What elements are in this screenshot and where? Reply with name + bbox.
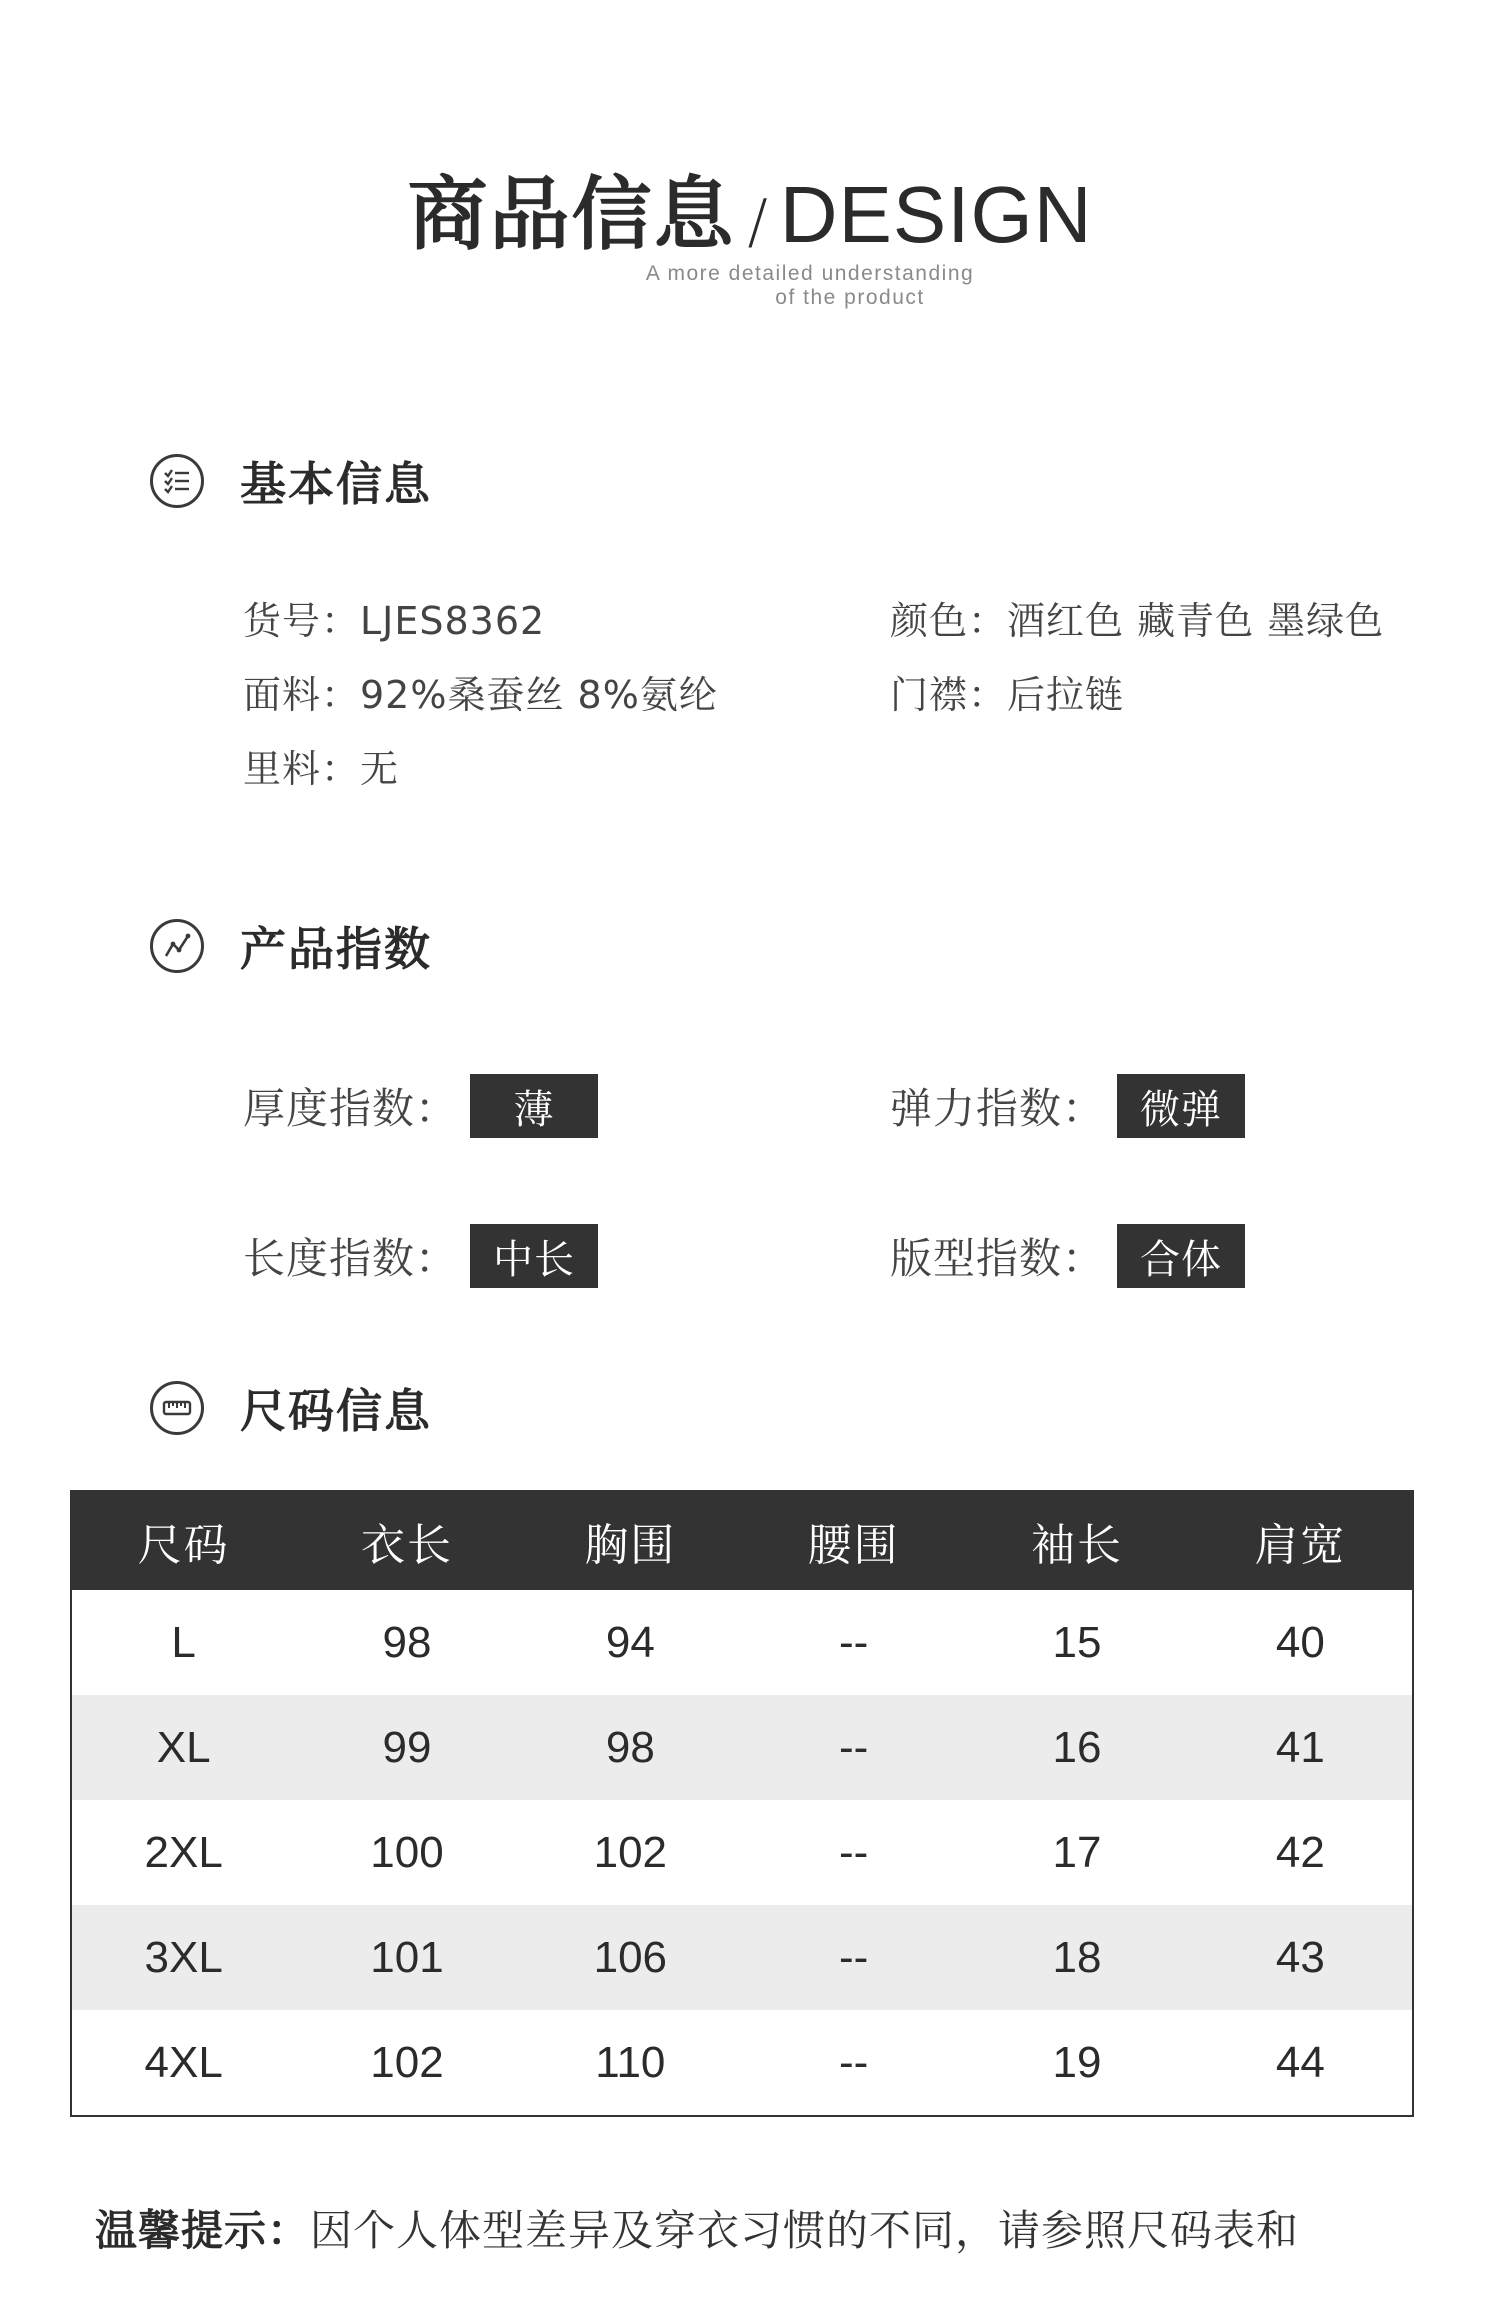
col-header-size: 尺码: [72, 1492, 295, 1590]
table-cell: --: [838, 1617, 869, 1667]
section-title: 基本信息: [240, 457, 432, 511]
section-basic-info: [150, 451, 432, 511]
color-options: 颜色：酒红色 藏青色 墨绿色: [890, 599, 1385, 643]
thickness-label: 厚度指数：: [243, 1084, 459, 1133]
table-cell: 40: [1275, 1617, 1325, 1667]
section-product-index: [150, 916, 432, 976]
col-header-sleeve: 袖长: [965, 1492, 1188, 1590]
fit-value-tag: 合体: [1117, 1224, 1245, 1288]
length-index: [243, 1224, 598, 1288]
table-cell: 3XL: [72, 1905, 295, 2010]
table-cell: 15: [1052, 1617, 1102, 1667]
thickness-index: [243, 1074, 598, 1138]
tip-label: 温馨提示：: [95, 2206, 311, 2255]
table-cell: 98: [382, 1617, 432, 1667]
elastic-index: [890, 1074, 1245, 1138]
table-cell: 4XL: [144, 2037, 223, 2087]
table-cell: --: [838, 1827, 869, 1877]
length-value-tag: 中长: [470, 1224, 598, 1288]
table-cell: 2XL: [144, 1827, 223, 1877]
page-header: [0, 150, 1500, 265]
header-separator: /: [747, 187, 768, 257]
table-cell: 41: [1189, 1695, 1412, 1800]
table-cell: --: [742, 1905, 965, 2010]
table-cell: XL: [72, 1695, 295, 1800]
col-header-length: 衣长: [295, 1492, 518, 1590]
table-cell: 19: [1052, 2037, 1102, 2087]
table-cell: 42: [1275, 1827, 1325, 1877]
table-cell: 43: [1189, 1905, 1412, 2010]
table-cell: 101: [295, 1905, 518, 2010]
section-size-info: [150, 1378, 432, 1438]
table-cell: 18: [965, 1905, 1188, 2010]
table-cell: L: [171, 1617, 196, 1667]
table-cell: 102: [593, 1827, 668, 1877]
table-row: [72, 2010, 1412, 2115]
table-cell: 99: [295, 1695, 518, 1800]
table-row: [72, 1695, 1412, 1800]
table-cell: --: [742, 1695, 965, 1800]
size-tip: [95, 2198, 1299, 2258]
table-cell: --: [838, 2037, 869, 2087]
table-cell: 16: [965, 1695, 1188, 1800]
table-cell: 102: [370, 2037, 444, 2087]
header-subtitle-line1: A more detailed understanding: [645, 262, 975, 285]
elastic-value-tag: 微弹: [1117, 1074, 1245, 1138]
size-table-header-row: [72, 1492, 1412, 1590]
table-cell: 94: [605, 1617, 655, 1667]
lining: 里料：无: [243, 747, 400, 791]
col-header-shoulder: 肩宽: [1189, 1492, 1412, 1590]
trend-chart-icon: [150, 919, 204, 973]
fabric-composition: 面料：92%桑蚕丝 8%氨纶: [243, 673, 718, 717]
item-number: 货号：LJES8362: [243, 599, 546, 643]
section-title: 尺码信息: [240, 1384, 432, 1438]
section-title: 产品指数: [240, 922, 432, 976]
table-cell: 44: [1275, 2037, 1325, 2087]
header-subtitle-line2: of the product: [775, 286, 925, 309]
tip-text: 因个人体型差异及穿衣习惯的不同，请参照尺码表和: [310, 2206, 1300, 2255]
table-cell: 110: [595, 2037, 666, 2087]
table-cell: 98: [519, 1695, 742, 1800]
table-cell: 106: [519, 1905, 742, 2010]
length-label: 长度指数：: [243, 1234, 459, 1283]
thickness-value-tag: 薄: [470, 1074, 598, 1138]
col-header-bust: 胸围: [519, 1492, 742, 1590]
table-row: [72, 1800, 1412, 1905]
header-title-cn: 商品信息: [407, 168, 736, 261]
fit-label: 版型指数：: [890, 1234, 1106, 1283]
table-row: [72, 1905, 1412, 2010]
table-row: [72, 1590, 1412, 1695]
elastic-label: 弹力指数：: [890, 1084, 1106, 1133]
col-header-waist: 腰围: [742, 1492, 965, 1590]
header-title-en: DESIGN: [779, 170, 1093, 259]
table-cell: 100: [370, 1827, 444, 1877]
list-check-icon: [150, 454, 204, 508]
fit-index: [890, 1224, 1245, 1288]
ruler-icon: [150, 1381, 204, 1435]
size-table: [70, 1490, 1414, 2117]
table-cell: 17: [1052, 1827, 1102, 1877]
placket: 门襟：后拉链: [890, 673, 1125, 717]
